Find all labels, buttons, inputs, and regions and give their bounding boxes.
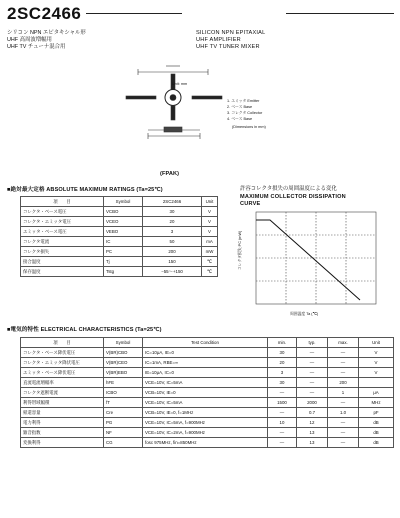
curve-title-l2: CURVE — [240, 201, 261, 207]
min: 10 — [268, 418, 297, 428]
typ: — — [297, 358, 328, 368]
symbol: V(BR)EBO — [104, 368, 143, 378]
value: 150 — [143, 257, 202, 267]
unit: dB — [359, 438, 394, 448]
elec-header-cond: Test Condition — [143, 338, 268, 348]
typ: — — [297, 368, 328, 378]
unit: V — [359, 358, 394, 368]
symbol: V(BR)CBO — [104, 348, 143, 358]
min: — — [268, 438, 297, 448]
typ: — — [297, 388, 328, 398]
pin-4: 4. ベース Base — [227, 117, 253, 121]
abs-max-header-symbol: Symbol — [104, 197, 143, 207]
table-row — [21, 438, 394, 448]
min: — — [268, 408, 297, 418]
table-row — [21, 418, 394, 428]
abs-max-table — [20, 196, 218, 277]
value: 200 — [143, 247, 202, 257]
max: — — [328, 368, 359, 378]
curve-title-l1: MAXIMUM COLLECTOR DISSIPATION — [240, 194, 346, 200]
min: 30 — [268, 348, 297, 358]
item: 保存温度 — [21, 267, 104, 277]
table-row — [21, 267, 218, 277]
table-row — [21, 247, 218, 257]
symbol: VCBO — [104, 207, 143, 217]
value: 3 — [143, 227, 202, 237]
symbol: Cre — [104, 408, 143, 418]
elec-header-symbol: Symbol — [104, 338, 143, 348]
cond: VCB=10V, IE=0, f=1MHz — [143, 408, 268, 418]
item: エミッタ・ベース電圧 — [21, 227, 104, 237]
item: 帰還容量 — [21, 408, 104, 418]
device-app1: UHF AMPLIFIER — [196, 37, 241, 43]
cond: VCE=10V, IC=5mA — [143, 398, 268, 408]
item: コレクタ・ベース電圧 — [21, 207, 104, 217]
symbol: VEBO — [104, 227, 143, 237]
max: 1.0 — [328, 408, 359, 418]
item: 電力利得 — [21, 418, 104, 428]
abs-max-header-item: 項 目 — [21, 197, 104, 207]
item: 直流電流増幅率 — [21, 378, 104, 388]
max: — — [328, 398, 359, 408]
part-number: 2SC2466 — [7, 4, 82, 23]
table-row — [21, 207, 218, 217]
item: コレクタ電流 — [21, 237, 104, 247]
max: 200 — [328, 378, 359, 388]
pin-2: 2. ベース Base — [227, 105, 253, 109]
unit: V — [202, 227, 218, 237]
table-row — [21, 217, 218, 227]
abs-max-header-unit: Unit — [202, 197, 218, 207]
unit: mW — [202, 247, 218, 257]
value: 20 — [143, 217, 202, 227]
typ: — — [297, 348, 328, 358]
abs-max-header-row — [21, 197, 218, 207]
jp-type: シリコン NPN エピタキシャル形 — [7, 30, 86, 36]
item: 雑音指数 — [21, 428, 104, 438]
cond: IC=10μA, IE=0 — [143, 348, 268, 358]
elec-header-min: min. — [268, 338, 297, 348]
symbol: Tstg — [104, 267, 143, 277]
abs-max-header-value: 2SC2466 — [143, 197, 202, 207]
unit: V — [202, 207, 218, 217]
min: 20 — [268, 358, 297, 368]
symbol: PG — [104, 418, 143, 428]
min: 1500 — [268, 398, 297, 408]
elec-header-row — [21, 338, 394, 348]
value: 50 — [143, 237, 202, 247]
table-row — [21, 368, 394, 378]
elec-table — [20, 337, 394, 448]
max: — — [328, 428, 359, 438]
device-type: SILICON NPN EPITAXIAL — [196, 30, 266, 36]
elec-header-unit: Unit — [359, 338, 394, 348]
min: — — [268, 428, 297, 438]
unit: μA — [359, 388, 394, 398]
symbol: V(BR)CEO — [104, 358, 143, 368]
dims-note: (Dimensions in mm) — [232, 125, 266, 129]
jp-app1: UHF 高周波増幅用 — [7, 37, 52, 43]
table-row — [21, 227, 218, 237]
unit: V — [359, 348, 394, 358]
dissipation-curve-line — [256, 220, 360, 300]
cond: VCB=10V, IE=0 — [143, 388, 268, 398]
unit — [359, 378, 394, 388]
table-row — [21, 348, 394, 358]
symbol: VCEO — [104, 217, 143, 227]
header-rule-right — [286, 13, 394, 14]
max: — — [328, 438, 359, 448]
item: 接合温度 — [21, 257, 104, 267]
elec-header-typ: typ. — [297, 338, 328, 348]
typ: — — [297, 378, 328, 388]
min: — — [268, 388, 297, 398]
curve-jp-title: 許容コレクタ損失の周囲温度による変化 — [240, 186, 337, 192]
value: 30 — [143, 207, 202, 217]
symbol: CG — [104, 438, 143, 448]
elec-title: ■電気的特性 ELECTRICAL CHARACTERISTICS (Ta=25℃) — [7, 327, 162, 333]
item: 変換利得 — [21, 438, 104, 448]
symbol: Tj — [104, 257, 143, 267]
unit: dB — [359, 418, 394, 428]
typ: 2000 — [297, 398, 328, 408]
pin-3: 3. コレクタ Collector — [227, 111, 263, 115]
unit: MHz — [359, 398, 394, 408]
device-app2: UHF TV TUNER MIXER — [196, 44, 260, 50]
pin-1: 1. エミッタ Emitter — [227, 99, 260, 103]
cond: VCE=10V, IC=2mA, f=900MHz — [143, 428, 268, 438]
symbol: fT — [104, 398, 143, 408]
unit: mA — [202, 237, 218, 247]
cond: fosc 975MHz, fin=850MHz — [143, 438, 268, 448]
abs-max-title: ■絶対最大定格 ABSOLUTE MAXIMUM RATINGS (Ta=25℃) — [7, 187, 163, 193]
package-name: (FPAK) — [160, 171, 180, 177]
item: エミッタ・ベース降伏電圧 — [21, 368, 104, 378]
unit: V — [359, 368, 394, 378]
item: コレクタ・ベース降伏電圧 — [21, 348, 104, 358]
item: 利得帯域幅積 — [21, 398, 104, 408]
item: コレクタ・エミッタ電圧 — [21, 217, 104, 227]
symbol: IC — [104, 237, 143, 247]
max: — — [328, 348, 359, 358]
jp-app2: UHF TV チューナ混合用 — [7, 44, 66, 50]
dissipation-curve-chart — [240, 208, 390, 318]
max: — — [328, 358, 359, 368]
value: −55～+150 — [143, 267, 202, 277]
max: — — [328, 418, 359, 428]
symbol: PC — [104, 247, 143, 257]
cond: VCE=10V, IC=5mA — [143, 378, 268, 388]
unit: V — [202, 217, 218, 227]
unit: ℃ — [202, 267, 218, 277]
typ: 0.7 — [297, 408, 328, 418]
curve-xlabel: 周囲温度 Ta (℃) — [290, 312, 319, 316]
unit: pF — [359, 408, 394, 418]
table-row — [21, 237, 218, 247]
cond: IC=1mA, RBE=∞ — [143, 358, 268, 368]
item: コレクタ・エミッタ降伏電圧 — [21, 358, 104, 368]
typ: 13 — [297, 428, 328, 438]
table-row — [21, 388, 394, 398]
unit: ℃ — [202, 257, 218, 267]
curve-ylabel: コレクタ損失 PC (mW) — [238, 230, 242, 270]
table-row — [21, 428, 394, 438]
symbol: NF — [104, 428, 143, 438]
item: コレクタ遮断電流 — [21, 388, 104, 398]
typ: 13 — [297, 438, 328, 448]
table-row — [21, 378, 394, 388]
typ: 12 — [297, 418, 328, 428]
header-rule — [86, 13, 182, 14]
min: 30 — [268, 378, 297, 388]
table-row — [21, 408, 394, 418]
table-row — [21, 257, 218, 267]
table-row — [21, 358, 394, 368]
table-row — [21, 398, 394, 408]
min: 3 — [268, 368, 297, 378]
cond: VCE=10V, IC=5mA, f=900MHz — [143, 418, 268, 428]
item: コレクタ損失 — [21, 247, 104, 257]
package-unit: Unit: mm — [172, 82, 188, 86]
max: 1 — [328, 388, 359, 398]
unit: dB — [359, 428, 394, 438]
symbol: ICBO — [104, 388, 143, 398]
elec-header-item: 項 目 — [21, 338, 104, 348]
elec-header-max: max. — [328, 338, 359, 348]
cond: IE=10μA, IC=0 — [143, 368, 268, 378]
symbol: hFE — [104, 378, 143, 388]
